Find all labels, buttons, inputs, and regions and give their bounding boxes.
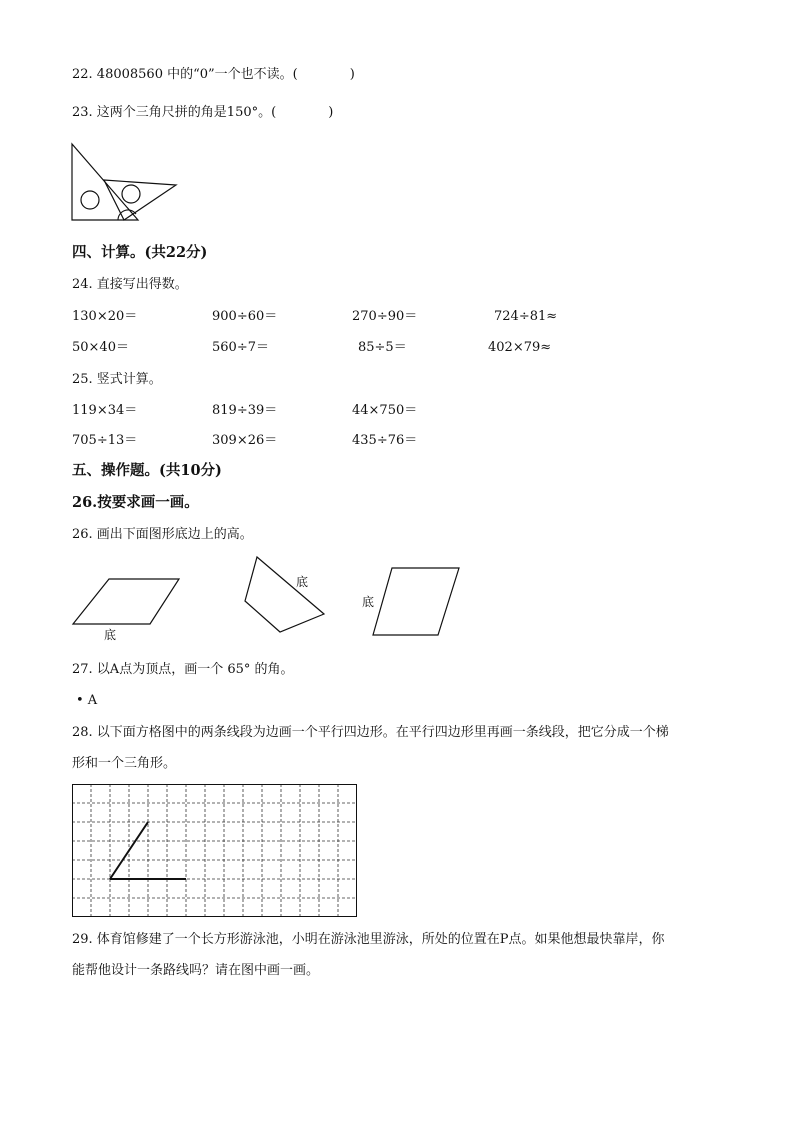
direct-calc-item: 402×79≈ — [488, 340, 552, 355]
question-28-line2: 形和一个三角形。 — [72, 756, 177, 771]
vertical-calc-item: 309×26＝ — [212, 433, 278, 448]
point-a: • A — [76, 693, 98, 708]
question-22: 22. 48008560 中的“0”一个也不读。( ) — [72, 67, 355, 82]
base-label-2: 底 — [296, 575, 309, 589]
direct-calc-item: 85÷5＝ — [358, 340, 407, 355]
question-25: 25. 竖式计算。 — [72, 372, 162, 387]
section-calc-heading: 四、计算。(共22分) — [72, 244, 208, 261]
vertical-calc-item: 435÷76＝ — [352, 433, 418, 448]
question-29-line2: 能帮他设计一条路线吗？请在图中画一画。 — [72, 963, 320, 978]
grid-figure — [72, 784, 358, 918]
base-label-3: 底 — [362, 595, 375, 609]
question-28-line1: 28. 以下面方格图中的两条线段为边画一个平行四边形。在平行四边形里再画一条线段，把它分成一个梯 — [72, 725, 669, 740]
direct-calc-item: 560÷7＝ — [212, 340, 269, 355]
direct-calc-item: 50×40＝ — [72, 340, 129, 355]
q26-shapes-figure — [66, 550, 476, 650]
question-24: 24. 直接写出得数。 — [72, 277, 188, 292]
direct-calc-item: 900÷60＝ — [212, 309, 278, 324]
question-26-title: 26.按要求画一画。 — [72, 494, 199, 511]
question-27: 27. 以A点为顶点，画一个 65° 的角。 — [72, 662, 294, 677]
direct-calc-item: 270÷90＝ — [352, 309, 418, 324]
question-29-line1: 29. 体育馆修建了一个长方形游泳池，小明在游泳池里游泳，所处的位置在P点。如果他想最快靠岸，你 — [72, 932, 665, 947]
direct-calc-item: 724÷81≈ — [494, 309, 558, 324]
parallelogram-shape — [73, 579, 179, 624]
base-label-1: 底 — [104, 628, 117, 642]
quadrilateral-shape — [245, 557, 324, 632]
section-ops-heading: 五、操作题。(共10分) — [72, 462, 222, 479]
question-26: 26. 画出下面图形底边上的高。 — [72, 527, 253, 542]
question-23: 23. 这两个三角尺拼的角是150°。( ) — [72, 105, 334, 120]
vertical-calc-item: 705÷13＝ — [72, 433, 138, 448]
vertical-calc-item: 119×34＝ — [72, 403, 138, 418]
set-squares-figure — [66, 138, 182, 226]
vertical-calc-item: 44×750＝ — [352, 403, 418, 418]
vertical-calc-item: 819÷39＝ — [212, 403, 278, 418]
direct-calc-item: 130×20＝ — [72, 309, 138, 324]
rhombus-shape — [373, 568, 459, 635]
